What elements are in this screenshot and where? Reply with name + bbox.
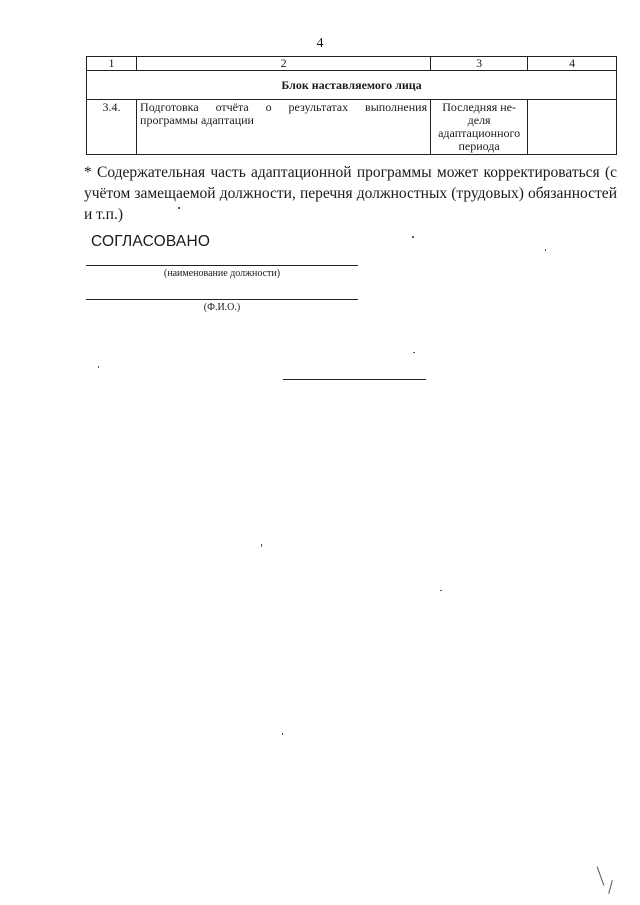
scan-speck [440, 590, 442, 591]
scan-speck [261, 544, 262, 547]
scan-speck [282, 733, 283, 735]
footnote: * Содержательная часть адаптационной программы может корректироваться (с учётом замещаемой должности, перечня должностных (трудовых) обязанностей и т.п.) [84, 164, 617, 223]
row-number: 3.4. [87, 100, 137, 155]
scan-speck [413, 352, 415, 353]
column-number-1: 1 [87, 57, 137, 71]
adaptation-plan-table [86, 56, 617, 155]
row-task: Подготовка отчёта о результатах выполнения программы адаптации [137, 100, 431, 155]
column-number-4: 4 [528, 57, 617, 71]
row-note [528, 100, 617, 155]
table-header-row [87, 57, 617, 71]
scan-speck [178, 207, 180, 209]
column-number-2: 2 [137, 57, 431, 71]
scan-speck [545, 249, 546, 251]
position-signature-line [86, 265, 358, 266]
scan-speck [412, 236, 414, 238]
table-row [87, 100, 617, 155]
name-caption: (Ф.И.О.) [203, 302, 241, 313]
approval-title: СОГЛАСОВАНО [91, 233, 211, 250]
scan-speck [98, 366, 99, 368]
name-signature-line [86, 299, 358, 300]
block-title-row [87, 71, 617, 100]
page-number: 4 [316, 36, 324, 51]
row-term: Последняя не-деля адаптационного периода [431, 100, 528, 155]
block-title: Блок наставляемого лица [87, 71, 617, 100]
column-number-3: 3 [431, 57, 528, 71]
position-caption: (наименование должности) [163, 268, 281, 279]
scan-speck [608, 880, 613, 894]
scan-speck [597, 866, 605, 885]
signature-line [283, 379, 426, 380]
